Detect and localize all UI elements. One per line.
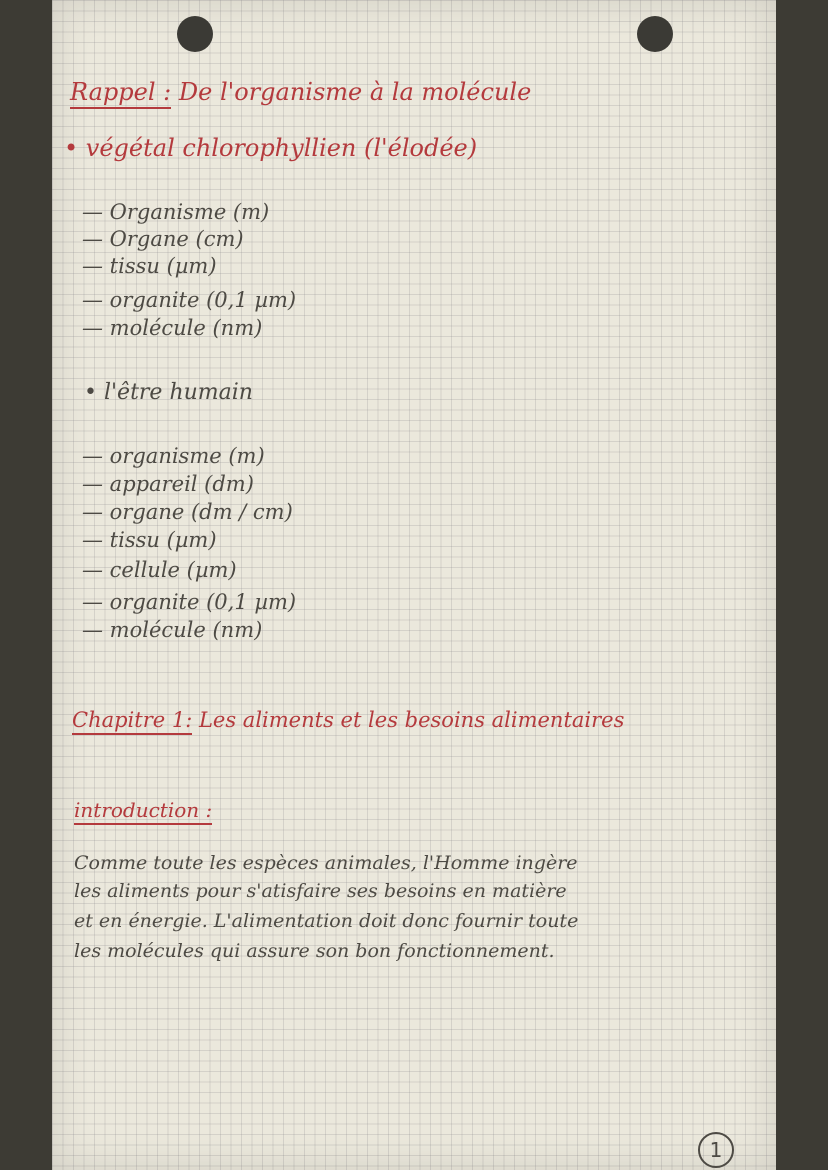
chapter-text: Les aliments et les besoins alimentaires — [198, 708, 625, 732]
humain-item-cellule: — cellule (µm) — [82, 558, 237, 582]
vegetal-title: • végétal chlorophyllien (l'élodée) — [64, 134, 478, 162]
page-number: 1 — [698, 1132, 734, 1168]
intro-line-3: et en énergie. L'alimentation doit donc fournir toute — [74, 910, 579, 932]
vegetal-item-tissu: — tissu (µm) — [82, 254, 217, 278]
vegetal-item-organisme: — Organisme (m) — [82, 200, 270, 224]
humain-item-molecule: — molécule (nm) — [82, 618, 263, 642]
humain-title: • l'être humain — [84, 380, 253, 405]
intro-line-2: les aliments pour s'atisfaire ses besoins en matière — [74, 880, 567, 902]
chapter-label: Chapitre 1: — [72, 708, 192, 735]
intro-line-1: Comme toute les espèces animales, l'Homme ingère — [74, 852, 578, 874]
humain-item-organisme: — organisme (m) — [82, 444, 265, 468]
intro-line-4: les molécules qui assure son bon fonctionnement. — [74, 940, 555, 962]
humain-item-appareil: — appareil (dm) — [82, 472, 254, 496]
notebook-page — [52, 0, 776, 1170]
humain-item-tissu: — tissu (µm) — [82, 528, 217, 552]
vegetal-item-organite: — organite (0,1 µm) — [82, 288, 297, 312]
rappel-label: Rappel : — [70, 78, 171, 109]
intro-label — [74, 798, 212, 822]
vegetal-item-molecule: — molécule (nm) — [82, 316, 263, 340]
punch-hole-left — [177, 16, 213, 52]
intro-label-text: introduction : — [74, 798, 212, 825]
humain-item-organe: — organe (dm / cm) — [82, 500, 293, 524]
punch-hole-right — [637, 16, 673, 52]
rappel-text: De l'organisme à la molécule — [178, 78, 532, 106]
vegetal-item-organe: — Organe (cm) — [82, 227, 244, 251]
humain-item-organite: — organite (0,1 µm) — [82, 590, 297, 614]
chapter-heading — [72, 708, 624, 732]
rappel-heading — [70, 78, 531, 106]
